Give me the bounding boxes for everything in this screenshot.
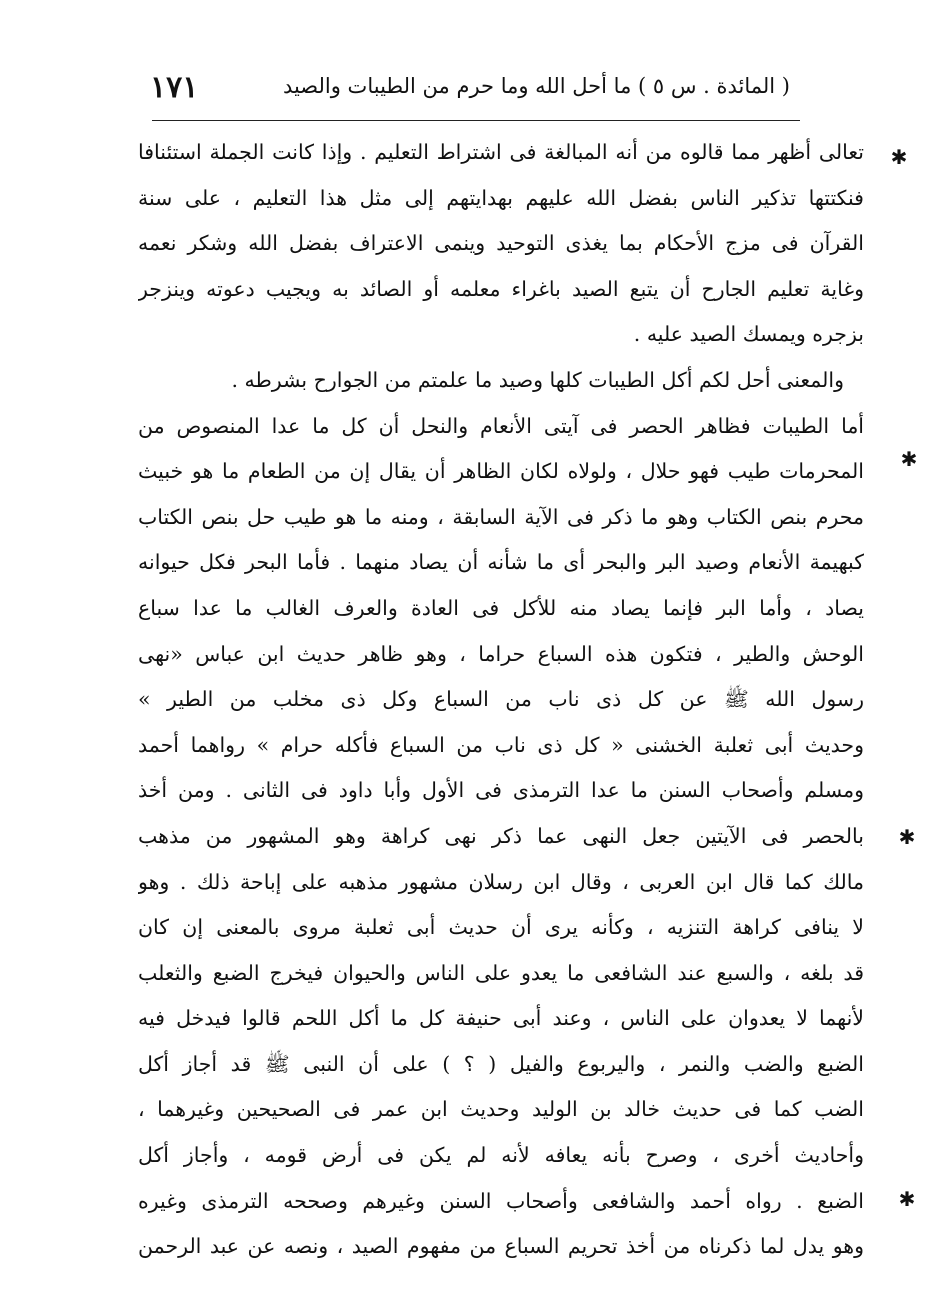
text-line: وحديث أبى ثعلبة الخشنى « كل ذى ناب من السباع فأكله حرام » رواهما أحمد <box>138 732 864 757</box>
text-line: الضبع . رواه أحمد والشافعى وأصحاب السنن وغيرهم وصححه الترمذى وغيره <box>138 1188 864 1213</box>
text-line: وأحاديث أخرى ، وصرح بأنه يعافه لأنه لم يكن فى أرض قومه ، وأجاز أكل <box>138 1143 864 1168</box>
margin-ornament-1: ✱ <box>890 145 908 169</box>
text-line: مالك كما قال ابن العربى ، وقال ابن رسلان مشهور مذهبه على إباحة ذلك . وهو <box>138 869 864 894</box>
text-line: محرم بنص الكتاب وهو ما ذكر فى الآية السابقة ، ومنه ما هو طيب حل بنص الكتاب <box>138 504 864 529</box>
text-line: كبهيمة الأنعام وصيد البر والبحر أى ما شأنه أن يصاد منهما . فأما البحر فكل حيوانه <box>138 550 864 575</box>
text-line: وهو يدل لما ذكرناه من أخذ تحريم السباع من مفهوم الصيد ، ونصه عن عبد الرحمن <box>138 1234 864 1259</box>
text-line: أما الطيبات فظاهر الحصر فى آيتى الأنعام والنحل أن كل ما عدا المنصوص من <box>138 413 864 438</box>
text-line: الوحش والطير ، فتكون هذه السباع حراما ، وهو ظاهر حديث ابن عباس «نهى <box>138 641 864 666</box>
text-line: بزجره ويمسك الصيد عليه . <box>633 322 864 347</box>
text-line: والمعنى أحل لكم أكل الطيبات كلها وصيد ما علمتم من الجوارح بشرطه . <box>231 367 844 392</box>
text-line: وغاية تعليم الجارح أن يتبع الصيد باغراء معلمه أو الصائد به ويجيب دعوته وينزجر <box>138 276 864 301</box>
header-title: ( المائدة . س ٥ ) ما أحل الله وما حرم من الطيبات والصيد <box>282 74 790 98</box>
text-line: يصاد ، وأما البر فإنما يصاد منه للأكل فى العادة والعرف الغالب ما عدا سباع <box>138 595 864 620</box>
header-rule <box>152 120 800 121</box>
margin-ornament-3: ✱ <box>898 825 916 849</box>
text-line: تعالى أظهر مما قالوه من أنه المبالغة فى اشتراط التعليم . وإذا كانت الجملة استئنافا <box>138 140 864 164</box>
text-line: رسول الله ﷺ عن كل ذى ناب من السباع وكل ذى مخلب من الطير » <box>138 687 864 712</box>
text-line: لأنهما لا يعدوان على الناس ، وعند أبى حنيفة كل ما أكل اللحم قالوا فيدخل فيه <box>138 1006 864 1031</box>
body-text <box>138 130 864 1270</box>
text-line: فنكتتها تذكير الناس بفضل الله عليهم بهدايتهم إلى مثل هذا التعليم ، على سنة <box>138 185 864 210</box>
running-header <box>150 70 790 110</box>
margin-ornament-4: ✱ <box>898 1187 916 1211</box>
text-line: قد بلغه ، والسبع عند الشافعى ما يعدو على الناس والحيوان فيخرج الضبع والثعلب <box>138 960 864 985</box>
text-line: القرآن فى مزج الأحكام بما يغذى التوحيد وينمى الاعتراف بفضل الله وشكر نعمه <box>138 231 864 256</box>
text-line: المحرمات طيب فهو حلال ، ولولاه لكان الظاهر أن يقال إن من الطعام ما هو خبيث <box>138 459 864 484</box>
text-line: الضب كما فى حديث خالد بن الوليد وحديث ابن عمر فى الصحيحين وغيرهما ، <box>138 1097 864 1122</box>
text-line: الضبع والضب والنمر ، واليربوع والفيل ( ؟ ) على أن النبى ﷺ قد أجاز أكل <box>138 1051 864 1076</box>
page-number: ١٧١ <box>150 70 199 105</box>
text-line: لا ينافى كراهة التنزيه ، وكأنه يرى أن حديث أبى ثعلبة مروى بالمعنى إن كان <box>138 915 864 940</box>
margin-ornament-2: ✱ <box>900 447 918 471</box>
text-line: بالحصر فى الآيتين جعل النهى عما ذكر نهى كراهة وهو المشهور من مذهب <box>138 823 864 848</box>
text-line: ومسلم وأصحاب السنن ما عدا الترمذى فى الأول وأبا داود فى الثانى . ومن أخذ <box>138 778 864 803</box>
